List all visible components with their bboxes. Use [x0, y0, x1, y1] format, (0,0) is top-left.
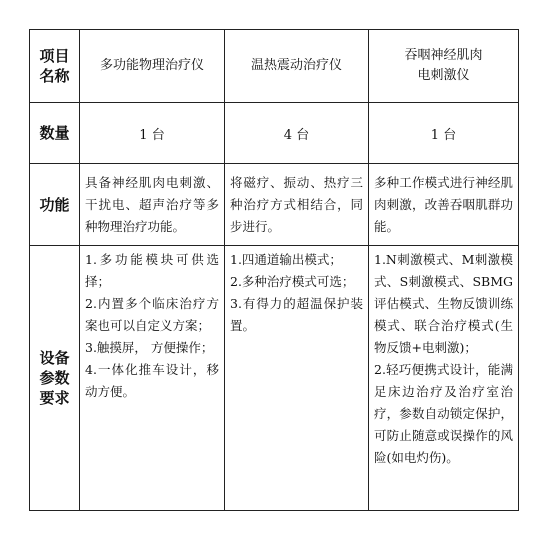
function-row: [30, 164, 519, 246]
item-name-label-line2: 名称: [39, 67, 70, 85]
requirements-label-line3: 要求: [39, 389, 70, 407]
quantity-value-3: 1 台: [369, 103, 519, 164]
requirements-cell-2: [225, 246, 369, 511]
header-row: [30, 30, 519, 103]
requirements-row: [30, 246, 519, 511]
requirement-item: 4.一体化推车设计，移动方便。: [85, 362, 219, 399]
item-name-label-line1: 项目: [39, 47, 70, 65]
requirement-item: 1.四通道输出模式；: [230, 252, 342, 267]
requirements-cell-1: [80, 246, 225, 511]
requirement-item: 2.轻巧便携式设计，能满足床边治疗及治疗室治疗，参数自动锁定保护，可防止随意或误操作的风险(如电灼伤)。: [374, 362, 513, 465]
function-label: 功能: [30, 164, 80, 246]
requirements-label-cell: [30, 246, 80, 511]
device-name-cell-2: [225, 30, 369, 103]
quantity-value-2: 4 台: [225, 103, 369, 164]
requirement-item: 3.触摸屏， 方便操作；: [85, 340, 214, 355]
requirement-item: 3.有得力的超温保护装置。: [230, 296, 363, 333]
device-name-2: 温热震动治疗仪: [250, 58, 342, 73]
equipment-spec-table: [29, 29, 519, 511]
item-name-label-cell: [30, 30, 80, 103]
function-text-1: 具备神经肌肉电刺激、干扰电、超声治疗等多种物理治疗功能。: [80, 164, 225, 246]
quantity-row: [30, 103, 519, 164]
device-name-cell-3: [369, 30, 519, 103]
device-name-3-line2: 电刺激仪: [417, 68, 470, 83]
function-text-2: 将磁疗、振动、热疗三种治疗方式相结合，同步进行。: [225, 164, 369, 246]
requirements-label-line1: 设备: [39, 349, 70, 367]
quantity-value-1: 1 台: [80, 103, 225, 164]
requirement-item: 1.N刺激模式、M刺激模式、S刺激模式、SBMG评估模式、生物反馈训练模式、联合治疗模式(生物反馈+电刺激)；: [374, 252, 513, 355]
requirement-item: 2.多种治疗模式可选；: [230, 274, 355, 289]
device-name-cell-1: [80, 30, 225, 103]
device-name-3-line1: 吞咽神经肌肉: [404, 48, 483, 63]
requirements-cell-3: [369, 246, 519, 511]
requirement-item: 1.多功能模块可供选择；: [85, 252, 219, 289]
requirement-item: 2.内置多个临床治疗方案也可以自定义方案；: [85, 296, 219, 333]
quantity-label: 数量: [30, 103, 80, 164]
requirements-label-line2: 参数: [39, 369, 70, 387]
function-text-3: 多种工作模式进行神经肌肉刺激，改善吞咽肌群功能。: [369, 164, 519, 246]
device-name-1: 多功能物理治疗仪: [99, 58, 204, 73]
